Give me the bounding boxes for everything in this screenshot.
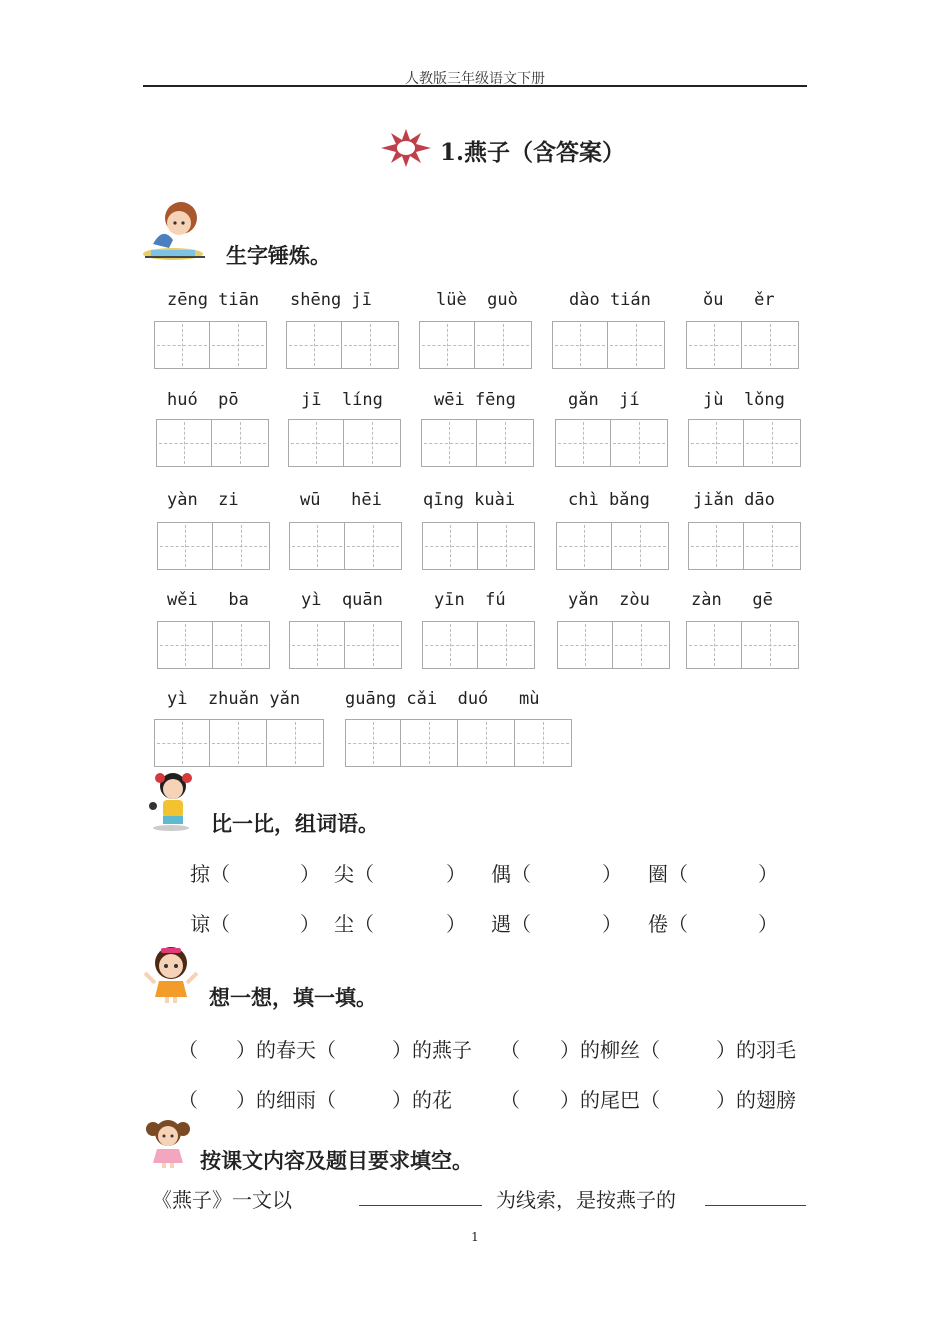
title-block <box>380 130 625 170</box>
writing-box-pair[interactable] <box>289 522 402 570</box>
pinyin-label: huó pō <box>167 390 239 410</box>
writing-box-pair[interactable] <box>156 419 269 467</box>
pinyin-label: wěi ba <box>167 590 249 610</box>
fill-phrase: ）的柳丝（ <box>560 1038 660 1062</box>
writing-cell[interactable] <box>286 321 342 369</box>
writing-cell[interactable] <box>421 419 477 467</box>
pinyin-label: chì bǎng <box>568 490 650 510</box>
compare-paren-close: ） <box>446 912 466 936</box>
answer-blank[interactable] <box>359 1205 482 1206</box>
compare-char: 掠（ <box>190 862 230 886</box>
writing-cell[interactable] <box>267 719 324 767</box>
answer-blank[interactable] <box>705 1205 806 1206</box>
writing-cell[interactable] <box>210 321 267 369</box>
paragraph-lead: 《燕子》一文以 <box>152 1188 292 1212</box>
writing-cell[interactable] <box>515 719 572 767</box>
pinyin-label: shēng jī <box>290 290 372 310</box>
writing-box-pair[interactable] <box>286 321 399 369</box>
writing-cell[interactable] <box>686 321 742 369</box>
writing-cell[interactable] <box>742 321 799 369</box>
writing-cell[interactable] <box>686 621 742 669</box>
writing-cell[interactable] <box>552 321 608 369</box>
fill-phrase: ）的翅膀 <box>716 1088 796 1112</box>
guide-line <box>506 624 507 666</box>
writing-cell[interactable] <box>156 419 212 467</box>
guide-line <box>583 422 584 464</box>
guide-line <box>373 722 374 764</box>
fill-paren: （ <box>500 1038 520 1062</box>
compare-paren-close: ） <box>300 862 320 886</box>
section-heading-characters: 生字锤炼。 <box>226 243 331 268</box>
guide-line <box>238 324 239 366</box>
writing-cell[interactable] <box>612 522 669 570</box>
fill-phrase: ）的花 <box>392 1088 452 1112</box>
writing-cell[interactable] <box>478 522 535 570</box>
writing-cell[interactable] <box>458 719 515 767</box>
paragraph-middle: 为线索，是按燕子的 <box>496 1188 676 1212</box>
writing-cell[interactable] <box>213 522 270 570</box>
guide-line <box>716 525 717 567</box>
pinyin-label: yì zhuǎn yǎn <box>167 689 301 709</box>
header-rule <box>143 85 807 87</box>
writing-box-pair[interactable] <box>288 419 401 467</box>
writing-cell[interactable] <box>289 522 345 570</box>
writing-cell[interactable] <box>688 522 744 570</box>
writing-cell[interactable] <box>613 621 670 669</box>
writing-box-pair[interactable] <box>557 621 670 669</box>
guide-line <box>317 624 318 666</box>
guide-line <box>772 525 773 567</box>
fill-paren: （ <box>178 1038 198 1062</box>
fill-paren: （ <box>178 1088 198 1112</box>
pinyin-label: zēng tiān <box>167 290 260 310</box>
pinyin-label: yǎn zòu <box>568 590 650 610</box>
guide-line <box>486 722 487 764</box>
writing-cell[interactable] <box>744 522 801 570</box>
guide-line <box>503 324 504 366</box>
guide-line <box>373 525 374 567</box>
guide-line <box>770 624 771 666</box>
compare-paren-close: ） <box>758 912 778 936</box>
writing-box-pair[interactable] <box>421 419 534 467</box>
guide-line <box>636 324 637 366</box>
compare-char: 遇（ <box>491 912 531 936</box>
compare-paren-close: ） <box>602 862 622 886</box>
writing-cell[interactable] <box>744 419 801 467</box>
guide-line <box>506 525 507 567</box>
guide-line <box>372 422 373 464</box>
guide-line <box>295 722 296 764</box>
writing-cell[interactable] <box>345 621 402 669</box>
writing-cell[interactable] <box>345 719 401 767</box>
writing-cell[interactable] <box>157 621 213 669</box>
writing-box-pair[interactable] <box>419 321 532 369</box>
boy-reading-icon <box>143 196 207 268</box>
writing-cell[interactable] <box>608 321 665 369</box>
writing-cell[interactable] <box>419 321 475 369</box>
guide-line <box>184 422 185 464</box>
compare-paren-close: ） <box>300 912 320 936</box>
guide-line <box>447 324 448 366</box>
pinyin-label: jī líng <box>301 390 383 410</box>
guide-line <box>450 525 451 567</box>
fill-phrase: ）的尾巴（ <box>560 1088 660 1112</box>
pinyin-label: dào tián <box>569 290 651 310</box>
compare-char: 尘（ <box>334 912 374 936</box>
guide-line <box>450 624 451 666</box>
page-title: 1.燕子（含答案） <box>440 138 626 166</box>
writing-box-pair[interactable] <box>422 621 535 669</box>
writing-box-pair[interactable] <box>686 321 799 369</box>
writing-box-pair[interactable] <box>157 621 270 669</box>
compare-char: 倦（ <box>648 912 688 936</box>
writing-box-pair[interactable] <box>552 321 665 369</box>
guide-line <box>714 624 715 666</box>
writing-box-pair[interactable] <box>157 522 270 570</box>
guide-line <box>182 324 183 366</box>
writing-cell[interactable] <box>288 419 344 467</box>
writing-cell[interactable] <box>401 719 458 767</box>
guide-line <box>314 324 315 366</box>
pinyin-label: ǒu ěr <box>703 290 775 310</box>
guide-line <box>240 422 241 464</box>
writing-cell[interactable] <box>422 522 478 570</box>
guide-line <box>505 422 506 464</box>
guide-line <box>584 525 585 567</box>
writing-box-triple[interactable] <box>154 719 324 767</box>
fill-phrase: ）的羽毛 <box>716 1038 796 1062</box>
pinyin-label: yì quān <box>301 590 383 610</box>
section-heading-compare: 比一比，组词语。 <box>211 811 379 836</box>
writing-cell[interactable] <box>557 621 613 669</box>
writing-cell[interactable] <box>213 621 270 669</box>
pinyin-label: zàn gē <box>691 590 773 610</box>
guide-line <box>185 525 186 567</box>
compare-paren-close: ） <box>602 912 622 936</box>
section-heading-fill-text: 按课文内容及题目要求填空。 <box>200 1148 473 1173</box>
star-icon <box>380 128 432 172</box>
running-header: 人教版三年级语文下册 <box>405 71 545 87</box>
guide-line <box>185 624 186 666</box>
writing-box-quad[interactable] <box>345 719 572 767</box>
writing-cell[interactable] <box>475 321 532 369</box>
guide-line <box>641 624 642 666</box>
guide-line <box>429 722 430 764</box>
guide-line <box>238 722 239 764</box>
compare-paren-close: ） <box>446 862 466 886</box>
guide-line <box>182 722 183 764</box>
section-heading-think-fill: 想一想，填一填。 <box>209 985 377 1010</box>
writing-cell[interactable] <box>157 522 213 570</box>
pinyin-label: gǎn jí <box>568 390 640 410</box>
guide-line <box>543 722 544 764</box>
guide-line <box>580 324 581 366</box>
writing-cell[interactable] <box>742 621 799 669</box>
writing-cell[interactable] <box>345 522 402 570</box>
writing-box-pair[interactable] <box>686 621 799 669</box>
pinyin-label: lüè guò <box>436 290 518 310</box>
guide-line <box>317 525 318 567</box>
guide-line <box>716 422 717 464</box>
pinyin-label: qīng kuài <box>423 490 516 510</box>
compare-char: 偶（ <box>491 862 531 886</box>
writing-cell[interactable] <box>478 621 535 669</box>
writing-cell[interactable] <box>212 419 269 467</box>
pinyin-label: guāng cǎi duó mù <box>345 689 540 709</box>
fill-paren: （ <box>500 1088 520 1112</box>
writing-cell[interactable] <box>477 419 534 467</box>
pinyin-label: yàn zi <box>167 490 239 510</box>
compare-paren-close: ） <box>758 862 778 886</box>
fill-phrase: ）的燕子 <box>392 1038 472 1062</box>
writing-cell[interactable] <box>154 321 210 369</box>
guide-line <box>640 525 641 567</box>
girl-pigtails-icon <box>143 1117 193 1173</box>
guide-line <box>772 422 773 464</box>
compare-char: 圈（ <box>648 862 688 886</box>
writing-box-pair[interactable] <box>422 522 535 570</box>
guide-line <box>449 422 450 464</box>
writing-cell[interactable] <box>556 522 612 570</box>
guide-line <box>241 624 242 666</box>
guide-line <box>639 422 640 464</box>
writing-box-pair[interactable] <box>688 522 801 570</box>
writing-box-pair[interactable] <box>556 522 669 570</box>
guide-line <box>241 525 242 567</box>
pinyin-label: yīn fú <box>434 590 506 610</box>
girl-phone-icon <box>143 770 199 836</box>
guide-line <box>770 324 771 366</box>
page-number: 1 <box>471 1230 479 1244</box>
pinyin-label: wū hēi <box>300 490 382 510</box>
writing-cell[interactable] <box>210 719 267 767</box>
writing-cell[interactable] <box>555 419 611 467</box>
fill-phrase: ）的细雨（ <box>236 1088 336 1112</box>
pinyin-label: jù lǒng <box>703 390 785 410</box>
compare-char: 尖（ <box>334 862 374 886</box>
pinyin-label: wēi fēng <box>434 390 516 410</box>
guide-line <box>370 324 371 366</box>
writing-cell[interactable] <box>342 321 399 369</box>
writing-box-pair[interactable] <box>289 621 402 669</box>
writing-box-pair[interactable] <box>555 419 668 467</box>
writing-cell[interactable] <box>154 719 210 767</box>
compare-char: 谅（ <box>190 912 230 936</box>
guide-line <box>714 324 715 366</box>
girl-waving-icon <box>143 943 199 1009</box>
writing-cell[interactable] <box>688 419 744 467</box>
writing-box-pair[interactable] <box>688 419 801 467</box>
guide-line <box>316 422 317 464</box>
guide-line <box>585 624 586 666</box>
writing-cell[interactable] <box>422 621 478 669</box>
writing-cell[interactable] <box>611 419 668 467</box>
pinyin-label: jiǎn dāo <box>693 490 775 510</box>
fill-phrase: ）的春天（ <box>236 1038 336 1062</box>
writing-cell[interactable] <box>289 621 345 669</box>
guide-line <box>373 624 374 666</box>
writing-cell[interactable] <box>344 419 401 467</box>
writing-box-pair[interactable] <box>154 321 267 369</box>
